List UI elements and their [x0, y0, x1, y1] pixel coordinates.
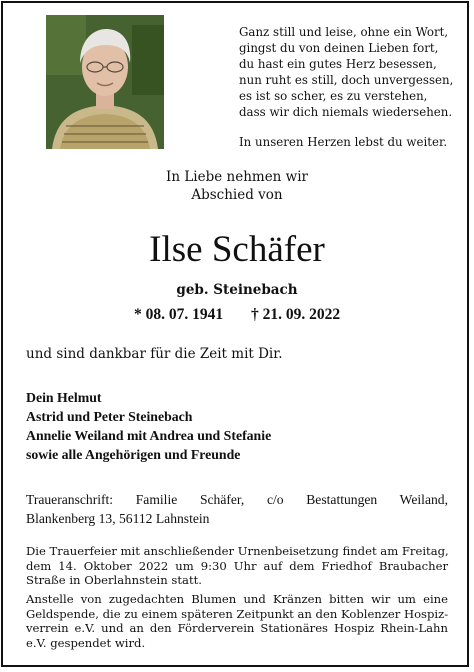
thanks-text: und sind dankbar für die Zeit mit Dir.	[26, 346, 283, 362]
portrait-photo	[46, 15, 164, 149]
intro-line: In Liebe nehmen wir	[166, 169, 308, 185]
life-dates	[0, 306, 474, 324]
portrait-image	[46, 15, 164, 149]
ceremony-line: dem 14. Oktober 2022 um 9:30 Uhr auf dem Friedhof Braubacher	[26, 558, 448, 573]
death-date: † 21. 09. 2022	[250, 306, 341, 323]
intro-line: Abschied von	[191, 187, 283, 203]
donation-info	[26, 592, 448, 650]
mourner-line: sowie alle Angehörigen und Freunde	[26, 447, 241, 462]
ceremony-info	[26, 544, 448, 588]
donation-line: verrein e.V. und an den Förderverein Stationäres Hospiz Rhein-Lahn	[26, 621, 448, 636]
birth-date: * 08. 07. 1941	[133, 306, 224, 323]
poem-line: nun ruht es still, doch unvergessen,	[239, 73, 454, 87]
deceased-name: Ilse Schäfer	[149, 229, 325, 270]
poem-line: es ist so scher, es zu verstehen,	[239, 89, 428, 103]
mourning-address	[26, 490, 448, 528]
ceremony-line: Die Trauerfeier mit anschließender Urnenbeisetzung findet am Freitag,	[26, 544, 449, 558]
poem-closing: In unseren Herzen lebst du weiter.	[239, 135, 448, 149]
address-line: Traueranschrift: Familie Schäfer, c/o Bestattungen Weiland,	[26, 492, 448, 507]
poem-line: gingst du von deinen Lieben fort,	[239, 41, 439, 55]
poem-line: du hast ein gutes Herz besessen,	[239, 57, 437, 71]
mourners-list	[26, 388, 271, 464]
poem-line: dass wir dich niemals wiedersehen.	[239, 105, 453, 119]
donation-line: Anstelle von zugedachten Blumen und Kränzen bitten wir um eine	[26, 592, 448, 606]
donation-line: Geldspende, die zu einem späteren Zeitpunkt an den Koblenzer Hospiz-	[26, 606, 449, 621]
donation-line: e.V. gespendet wird.	[26, 635, 146, 650]
intro-text	[0, 168, 474, 204]
mourner-line: Annelie Weiland mit Andrea und Stefanie	[26, 428, 272, 443]
poem-line: Ganz still und leise, ohne ein Wort,	[239, 25, 449, 39]
mourner-line: Astrid und Peter Steinebach	[26, 409, 193, 424]
mourner-line: Dein Helmut	[26, 390, 102, 405]
birth-name: geb. Steinebach	[176, 282, 298, 298]
ceremony-line: Straße in Oberlahnstein statt.	[26, 573, 202, 588]
address-line: Blankenberg 13, 56112 Lahnstein	[26, 511, 210, 526]
poem	[239, 24, 469, 150]
